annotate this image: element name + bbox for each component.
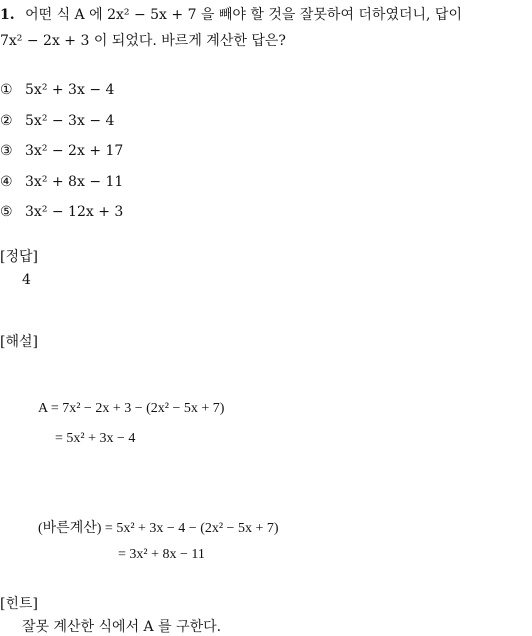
choice-text: 3x² − 2x + 17 (25, 143, 124, 159)
choice-5[interactable] (0, 204, 123, 220)
choice-4[interactable] (0, 174, 123, 190)
answer-label: [정답] (0, 249, 38, 265)
choice-3[interactable] (0, 143, 123, 159)
choice-mark: ① (0, 82, 13, 98)
solution-eq-2: = 5x² + 3x − 4 (55, 431, 136, 446)
choice-1[interactable] (0, 82, 114, 98)
choice-mark: ③ (0, 143, 13, 159)
choice-text: 3x² − 12x + 3 (25, 204, 124, 220)
question-number: 1. (0, 7, 15, 23)
question-text-1: 어떤 식 A 에 2x² − 5x + 7 을 빼야 할 것을 잘못하여 더하였더니, 답이 (25, 7, 462, 23)
hint-text: 잘못 계산한 식에서 A 를 구한다. (22, 619, 222, 635)
answer-value: 4 (22, 272, 31, 288)
choice-text: 5x² + 3x − 4 (25, 82, 115, 98)
choice-text: 5x² − 3x − 4 (25, 113, 115, 129)
choice-2[interactable] (0, 113, 114, 129)
solution-eq-4: = 3x² + 8x − 11 (118, 547, 205, 562)
solution-eq-1: A = 7x² − 2x + 3 − (2x² − 5x + 7) (38, 401, 225, 416)
solution-eq-3: (바른계산) = 5x² + 3x − 4 − (2x² − 5x + 7) (38, 521, 279, 536)
hint-label: [힌트] (0, 596, 38, 612)
choice-mark: ② (0, 113, 13, 129)
solution-label: [해설] (0, 334, 38, 350)
choice-mark: ④ (0, 174, 13, 190)
question-line-1 (0, 4, 462, 24)
question-line-2: 7x² − 2x + 3 이 되었다. 바르게 계산한 답은? (0, 33, 286, 49)
choice-text: 3x² + 8x − 11 (25, 174, 124, 190)
choice-mark: ⑤ (0, 204, 13, 220)
